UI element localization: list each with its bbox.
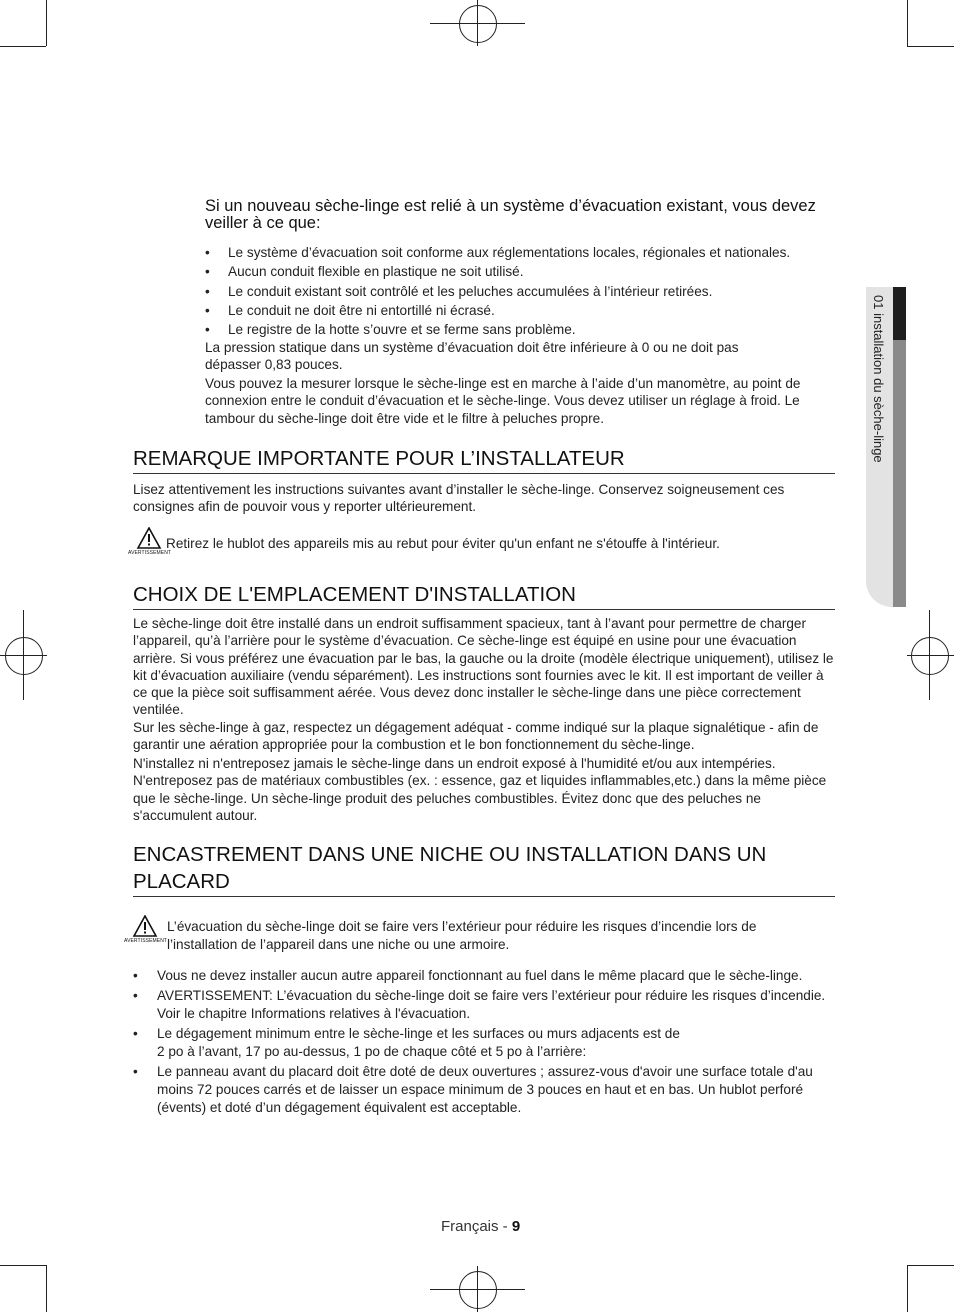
list-item-text: AVERTISSEMENT: L’évacuation du sèche-linge doit se faire vers l’extérieur pour réduire les risques d’incendie. [157,988,826,1003]
crop-mark [46,1265,47,1312]
chapter-tab-label: 01 installation du sèche-linge [871,295,886,463]
list-item [133,1025,833,1061]
location-paragraph-1: Le sèche-linge doit être installé dans un endroit suffisamment spacieux, tant à l’avant pour permettre de charger l’appareil, qu’à l’arrière pour le système d’évacuation. Ce sèche-linge est équipé en usine pour une évacuation arrière. Si vous préférez une évacuation par le bas, la gauche ou la droite (modèle électrique uniquement), utilisez le kit d’évacuation auxiliaire (vendu séparément). Les instructions sont fournies avec le kit. Il est important de veiller à ce que la pièce soit suffisamment aérée. Vous devez donc installer le sèche-linge dans une pièce correctement ventilée. [133,616,834,718]
list-item-subtext: Voir le chapitre Informations relatives à l'évacuation. [157,1006,471,1021]
closet-bullet-list [133,967,833,1119]
measure-paragraph: Vous pouvez la mesurer lorsque le sèche-linge est en marche à l’aide d’un manomètre, au point de connexion entre le conduit d’évacuation et le sèche-linge. Vous devez utiliser un réglage à froid. Le tambour du sèche-linge doit être vide et le filtre à peluches propre. [205,376,801,426]
list-item: • Aucun conduit flexible en plastique ne soit utilisé. [205,262,845,281]
crop-mark [907,1265,908,1312]
warning-icon [128,527,171,556]
list-item [133,987,833,1023]
page-number [441,1218,520,1235]
crop-mark [907,46,954,47]
crop-mark [907,1265,954,1266]
intro-bullet-list [205,243,845,339]
section-heading-closet: ENCASTREMENT DANS UNE NICHE OU INSTALLATION DANS UN PLACARD [133,841,835,897]
warning-label: AVERTISSEMENT [124,938,168,944]
list-item [133,1063,833,1117]
crop-mark [907,0,908,46]
list-item [133,967,833,985]
list-item: • Le système d’évacuation soit conforme aux réglementations locales, régionales et nationales. [205,243,845,262]
list-item: • Le conduit ne doit être ni entortillé ni écrasé. [205,301,845,320]
list-item-text: Le dégagement minimum entre le sèche-linge et les surfaces ou murs adjacents est de [157,1026,680,1041]
page-language: Français - [441,1218,512,1235]
list-item-text: Vous ne devez installer aucun autre appareil fonctionnant au fuel dans le même placard que le sèche-linge. [157,968,803,983]
list-item-subtext: 2 po à l’avant, 17 po au-dessus, 1 po de chaque côté et 5 po à l’arrière: [157,1044,587,1059]
closet-warning-text: L’évacuation du sèche-linge doit se faire vers l’extérieur pour réduire les risques d’incendie lors de l’installation de l’appareil dans une niche ou une armoire. [167,919,757,952]
list-item-text: Le panneau avant du placard doit être doté de deux ouvertures ; assurez-vous d'avoir une surface totale d'au moins 72 pouces carrés et de laisser un espace minimum de 3 pouces en haut et en bas. Un hublot perforé (évents) et doté d’un dégagement équivalent est acceptable. [157,1064,813,1115]
list-item: • Le conduit existant soit contrôlé et les peluches accumulées à l’intérieur retirées. [205,282,845,301]
crop-mark [0,1265,46,1266]
list-item: • Le registre de la hotte s’ouvre et se ferme sans problème. [205,320,845,339]
crop-mark [46,0,47,46]
location-paragraph-3: N'installez ni n'entreposez jamais le sèche-linge dans un endroit exposé à l'humidité et/ou aux intempéries. N'entreposez pas de matériaux combustibles (ex. : essence, gaz et liquides inflammables,etc.) dans la même pièce que le sèche-linge. Un sèche-linge produit des peluches combustibles. Évitez donc que des peluches ne s'accumulent autour. [133,756,827,823]
intro-title: Si un nouveau sèche-linge est relié à un système d’évacuation existant, vous devez veiller à ce que: [205,197,816,232]
section-heading-installer-note: REMARQUE IMPORTANTE POUR L’INSTALLATEUR [133,445,835,474]
section-heading-location: CHOIX DE L'EMPLACEMENT D'INSTALLATION [133,581,835,610]
warning-label: AVERTISSEMENT [128,550,172,556]
crop-mark [0,46,46,47]
warning-icon [124,915,167,944]
warning-text: Retirez le hublot des appareils mis au rebut pour éviter qu'un enfant ne s'étouffe à l'intérieur. [166,536,720,551]
page-number-value: 9 [511,1218,521,1235]
pressure-paragraph: La pression statique dans un système d’évacuation doit être inférieure à 0 ou ne doit pas dépasser 0,83 pouces. [205,340,739,373]
installer-note-paragraph: Lisez attentivement les instructions suivantes avant d’installer le sèche-linge. Conservez soigneusement ces consignes afin de pouvoir vous y reporter ultérieurement. [133,482,785,515]
location-paragraph-2: Sur les sèche-linge à gaz, respectez un dégagement adéquat - comme indiqué sur la plaque signalétique - afin de garantir une aération appropriée pour la combustion et le bon fonctionnement du sèche-linge. [133,720,819,753]
